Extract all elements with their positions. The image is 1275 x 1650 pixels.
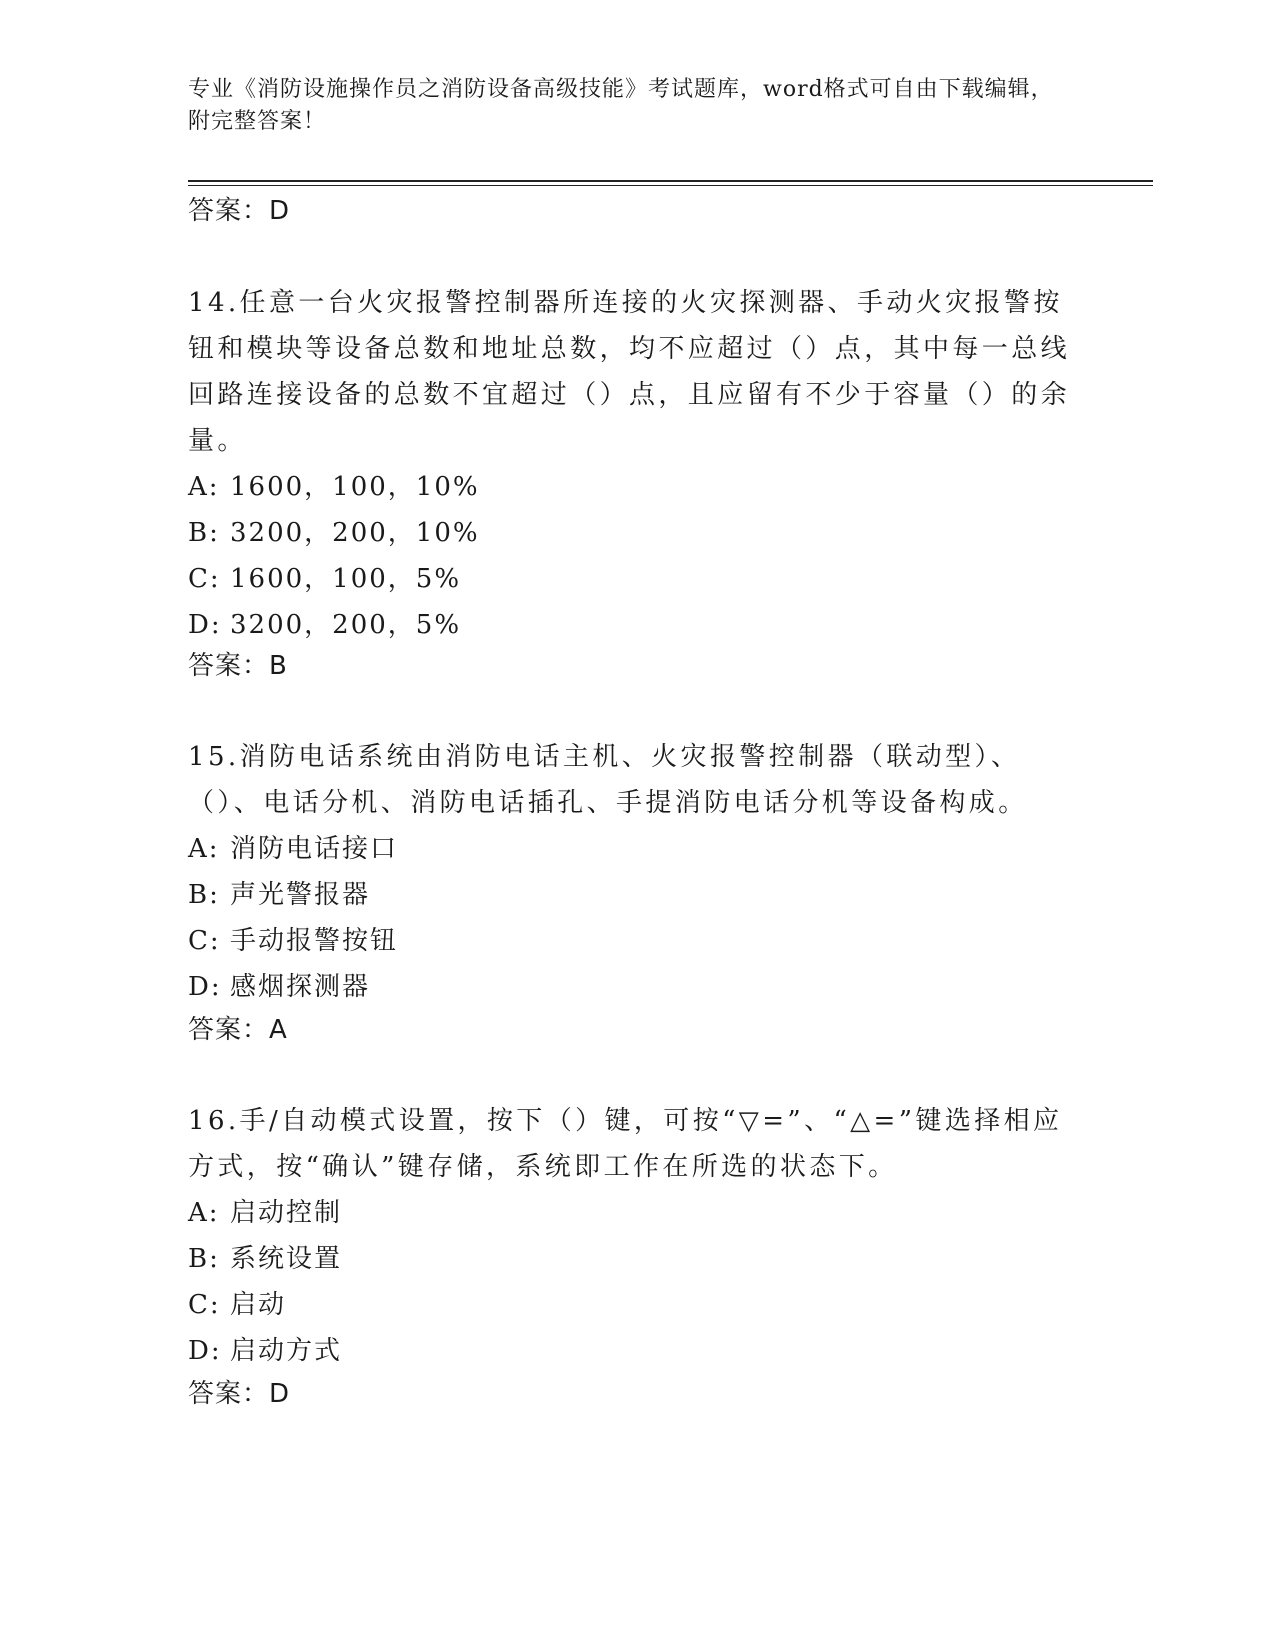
option-c (188, 918, 1078, 964)
options-list (188, 1190, 1078, 1374)
option-value: 声光警报器 (230, 880, 371, 910)
question-text: 16.手/自动模式设置，按下（）键，可按“▽=”、“△=”键选择相应方式，按“确认”键存储，系统即工作在所选的状态下。 (188, 1106, 1063, 1182)
question-text: 14.任意一台火灾报警控制器所连接的火灾探测器、手动火灾报警按钮和模块等设备总数和地址总数，均不应超过（）点，其中每一总线回路连接设备的总数不宜超过（）点，且应留有不少于容量（）的余量。 (188, 288, 1071, 456)
question-16 (188, 1098, 1078, 1374)
answer-16: 答案：D (188, 1379, 291, 1409)
option-d (188, 1328, 1078, 1374)
option-b (188, 1236, 1078, 1282)
option-key: D: (188, 1336, 222, 1366)
option-key: A: (188, 834, 220, 864)
option-value: 1600，100，10% (230, 472, 480, 502)
option-a (188, 1190, 1078, 1236)
option-key: C: (188, 564, 221, 594)
option-key: C: (188, 926, 221, 956)
option-value: 系统设置 (230, 1244, 343, 1274)
header-divider-thick (188, 180, 1153, 182)
option-value: 手动报警按钮 (230, 926, 399, 956)
option-key: D: (188, 972, 222, 1002)
question-14 (188, 280, 1078, 648)
option-value: 启动控制 (230, 1198, 343, 1228)
option-d (188, 602, 1078, 648)
options-list (188, 464, 1078, 648)
option-value: 1600，100，5% (230, 564, 462, 594)
option-value: 3200，200，5% (230, 610, 462, 640)
answer-14: 答案：B (188, 651, 288, 681)
option-key: A: (188, 472, 220, 502)
answer-15: 答案：A (188, 1015, 288, 1045)
option-key: B: (188, 1244, 220, 1274)
option-value: 3200，200，10% (230, 518, 480, 548)
option-key: D: (188, 610, 222, 640)
option-value: 启动 (230, 1290, 287, 1320)
option-key: A: (188, 1198, 220, 1228)
option-d (188, 964, 1078, 1010)
option-a (188, 826, 1078, 872)
question-text: 15.消防电话系统由消防电话主机、火灾报警控制器（联动型）、（）、电话分机、消防电话插孔、手提消防电话分机等设备构成。 (188, 742, 1028, 818)
option-key: C: (188, 1290, 221, 1320)
option-b (188, 510, 1078, 556)
option-c (188, 1282, 1078, 1328)
option-b (188, 872, 1078, 918)
option-key: B: (188, 880, 220, 910)
header-divider-thin (188, 185, 1153, 186)
option-c (188, 556, 1078, 602)
option-key: B: (188, 518, 220, 548)
option-a (188, 464, 1078, 510)
options-list (188, 826, 1078, 1010)
option-value: 消防电话接口 (230, 834, 399, 864)
question-15 (188, 734, 1078, 1010)
document-header: 专业《消防设施操作员之消防设备高级技能》考试题库，word格式可自由下载编辑，附完整答案！ (188, 77, 1054, 134)
previous-answer: 答案：D (188, 196, 291, 226)
option-value: 启动方式 (230, 1336, 343, 1366)
option-value: 感烟探测器 (230, 972, 371, 1002)
